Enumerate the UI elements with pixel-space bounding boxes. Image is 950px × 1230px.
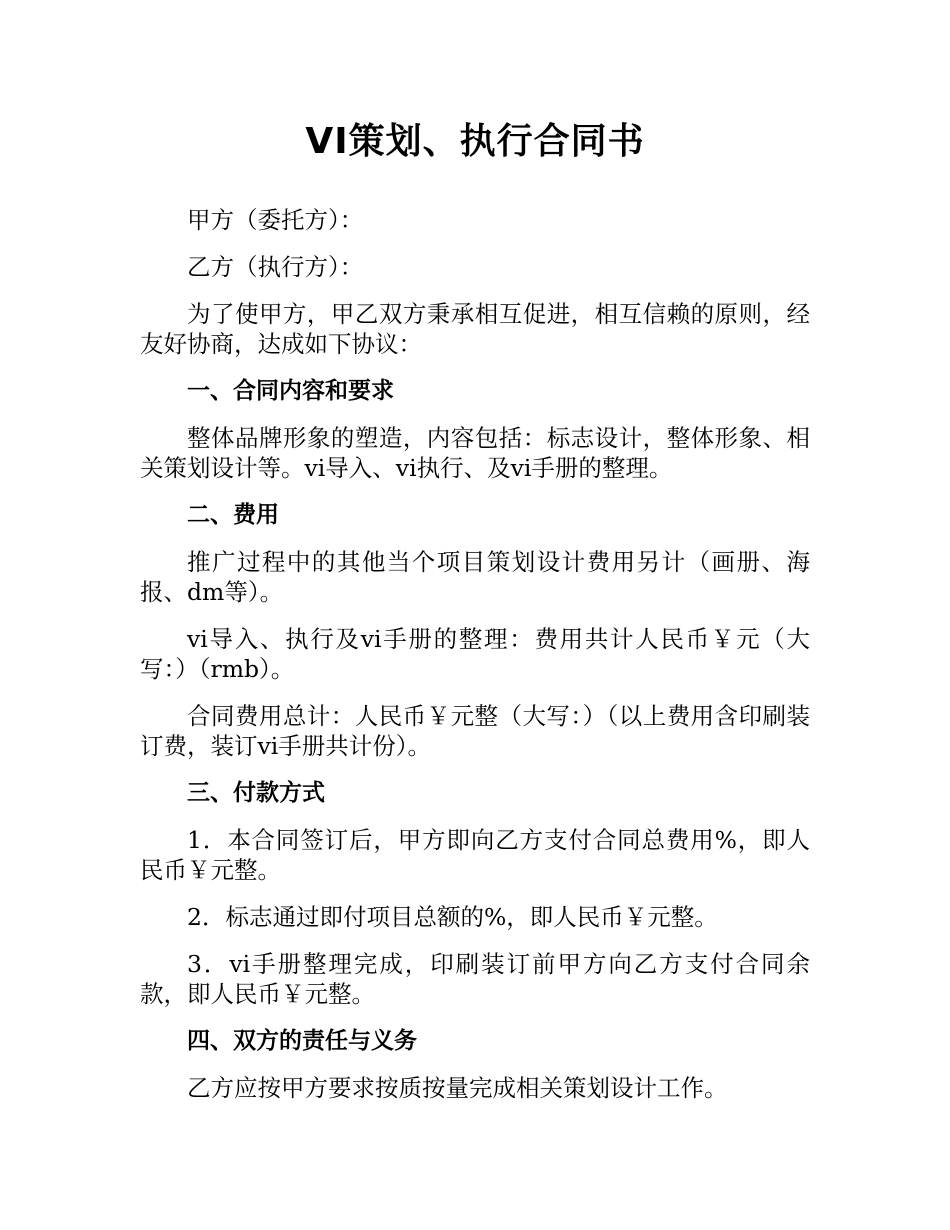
section-2-paragraph-2: vi导入、执行及vi手册的整理：费用共计人民币￥元（大写：）（rmb）。: [140, 625, 810, 683]
section-2-paragraph-1: 推广过程中的其他当个项目策划设计费用另计（画册、海报、dm等）。: [140, 548, 810, 606]
document-title: VI策划、执行合同书: [305, 121, 645, 162]
section-heading-2: 二、费用: [187, 502, 279, 528]
section-1-paragraph-1: 整体品牌形象的塑造，内容包括：标志设计，整体形象、相关策划设计等。vi导入、vi执行、及vi手册的整理。: [140, 424, 810, 482]
intro-paragraph: 为了使甲方，甲乙双方秉承相互促进，相互信赖的原则，经友好协商，达成如下协议：: [140, 300, 810, 358]
section-heading-1: 一、合同内容和要求: [187, 378, 394, 404]
party-a-line: 甲方（委托方）：: [187, 206, 364, 234]
section-heading-4: 四、双方的责任与义务: [187, 1028, 417, 1054]
section-4-paragraph-1: 乙方应按甲方要求按质按量完成相关策划设计工作。: [187, 1074, 728, 1102]
party-b-line: 乙方（执行方）：: [187, 253, 364, 281]
section-heading-3: 三、付款方式: [187, 780, 325, 806]
document-body: [140, 205, 810, 1120]
section-2-paragraph-3: 合同费用总计：人民币￥元整（大写：）（以上费用含印刷装订费，装订vi手册共计份）。: [140, 702, 810, 760]
section-3-paragraph-3: 3．vi手册整理完成，印刷装订前甲方向乙方支付合同余款，即人民币￥元整。: [140, 950, 810, 1008]
section-3-paragraph-2: 2．标志通过即付项目总额的%，即人民币￥元整。: [187, 903, 718, 931]
section-3-paragraph-1: 1．本合同签订后，甲方即向乙方支付合同总费用%，即人民币￥元整。: [140, 826, 810, 884]
